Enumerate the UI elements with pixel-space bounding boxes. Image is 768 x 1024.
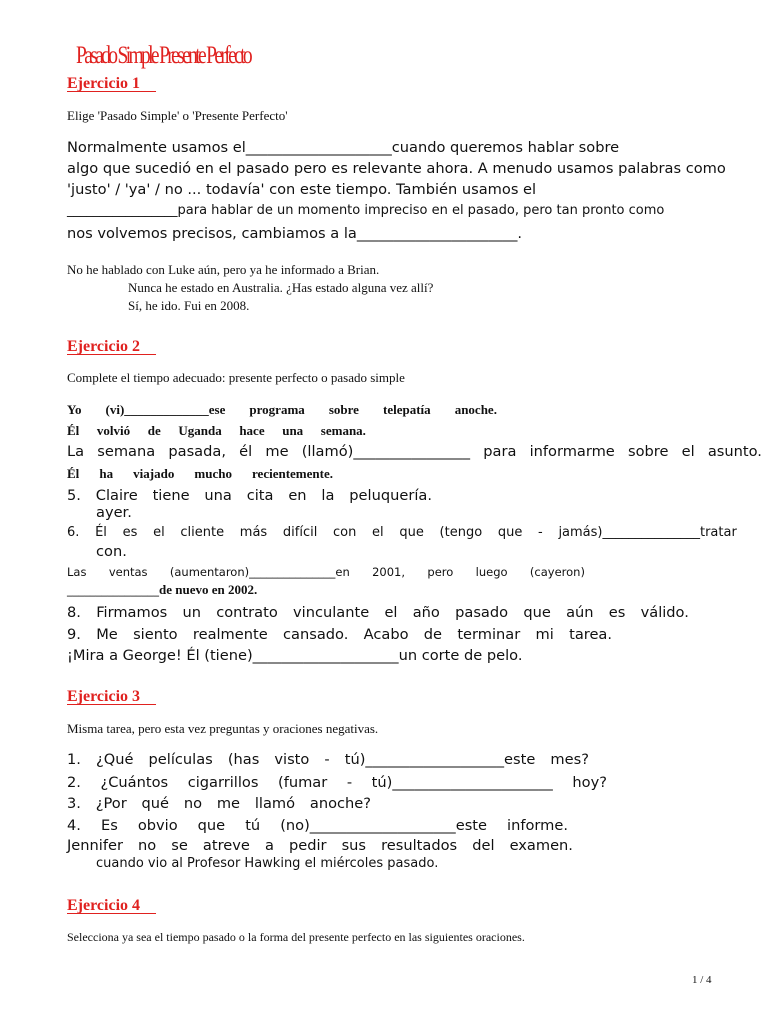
exercise-3-item: 1. ¿Qué películas (has visto - tú)___________________este mes?	[67, 751, 589, 768]
exercise-2-item: Las ventas (aumentaron)_______________en 2001, pero luego (cayeron)	[67, 565, 585, 579]
exercise-2-item: Yo (vi)_____________ese programa sobre telepatía anoche.	[67, 402, 497, 417]
exercise-2-heading: Ejercicio 2	[67, 338, 141, 355]
exercise-1-instruction: Elige 'Pasado Simple' o 'Presente Perfecto'	[67, 108, 288, 123]
page-number: 1 / 4	[692, 974, 712, 986]
exercise-2-item: 9. Me siento realmente cansado. Acabo de terminar mi tarea.	[67, 626, 612, 643]
example-sentence: Sí, he ido. Fui en 2008.	[128, 298, 250, 313]
exercise-2-item-continuation: con.	[96, 543, 127, 560]
exercise-2-item: Él volvió de Uganda hace una semana.	[67, 423, 366, 438]
exercise-2-item-continuation: ________________de nuevo en 2002.	[67, 582, 258, 597]
exercise-2-item: 6. Él es el cliente más difícil con el que (tengo que - jamás)_______________tratar	[67, 525, 737, 540]
exercise-1-paragraph-line: nos volvemos precisos, cambiamos a la______________________.	[67, 225, 523, 242]
exercise-4-instruction: Selecciona ya sea el tiempo pasado o la forma del presente perfecto en las siguientes oraciones.	[67, 930, 525, 944]
exercise-1-paragraph-line: _________________para hablar de un momento impreciso en el pasado, pero tan pronto como	[67, 203, 665, 218]
exercise-2-item: 5. Claire tiene una cita en la peluquería.	[67, 487, 432, 504]
exercise-3-item: 2. ¿Cuántos cigarrillos (fumar - tú)______________________ hoy?	[67, 774, 607, 791]
exercise-2-item: 8. Firmamos un contrato vinculante el año pasado que aún es válido.	[67, 604, 689, 621]
exercise-1-paragraph-line: 'justo' / 'ya' / no ... todavía' con este tiempo. También usamos el	[67, 181, 537, 198]
exercise-3-item: Jennifer no se atreve a pedir sus resultados del examen.	[67, 837, 573, 854]
example-sentence: Nunca he estado en Australia. ¿Has estado alguna vez allí?	[128, 280, 434, 295]
exercise-2-item: Él ha viajado mucho recientemente.	[67, 466, 333, 481]
exercise-4-heading: Ejercicio 4	[67, 897, 141, 914]
document-title: Pasado Simple Presente Perfecto	[76, 42, 250, 69]
exercise-2-instruction: Complete el tiempo adecuado: presente perfecto o pasado simple	[67, 370, 405, 385]
exercise-2-item: La semana pasada, él me (llamó)________________ para informarme sobre el asunto.	[67, 443, 762, 460]
exercise-3-item: 3. ¿Por qué no me llamó anoche?	[67, 795, 371, 812]
exercise-3-instruction: Misma tarea, pero esta vez preguntas y oraciones negativas.	[67, 721, 379, 736]
example-sentence: No he hablado con Luke aún, pero ya he informado a Brian.	[67, 262, 380, 277]
exercise-2-item-continuation: ayer.	[96, 504, 132, 521]
exercise-1-heading: Ejercicio 1	[67, 75, 141, 92]
exercise-1-paragraph-line: Normalmente usamos el____________________cuando queremos hablar sobre	[67, 139, 620, 156]
exercise-1-paragraph-line: algo que sucedió en el pasado pero es relevante ahora. A menudo usamos palabras como	[67, 160, 726, 177]
exercise-3-heading: Ejercicio 3	[67, 688, 141, 705]
exercise-2-item: ¡Mira a George! Él (tiene)____________________un corte de pelo.	[67, 647, 523, 664]
exercise-3-item-continuation: cuando vio al Profesor Hawking el miércoles pasado.	[96, 856, 439, 871]
exercise-3-item: 4. Es obvio que tú (no)____________________este informe.	[67, 817, 568, 834]
